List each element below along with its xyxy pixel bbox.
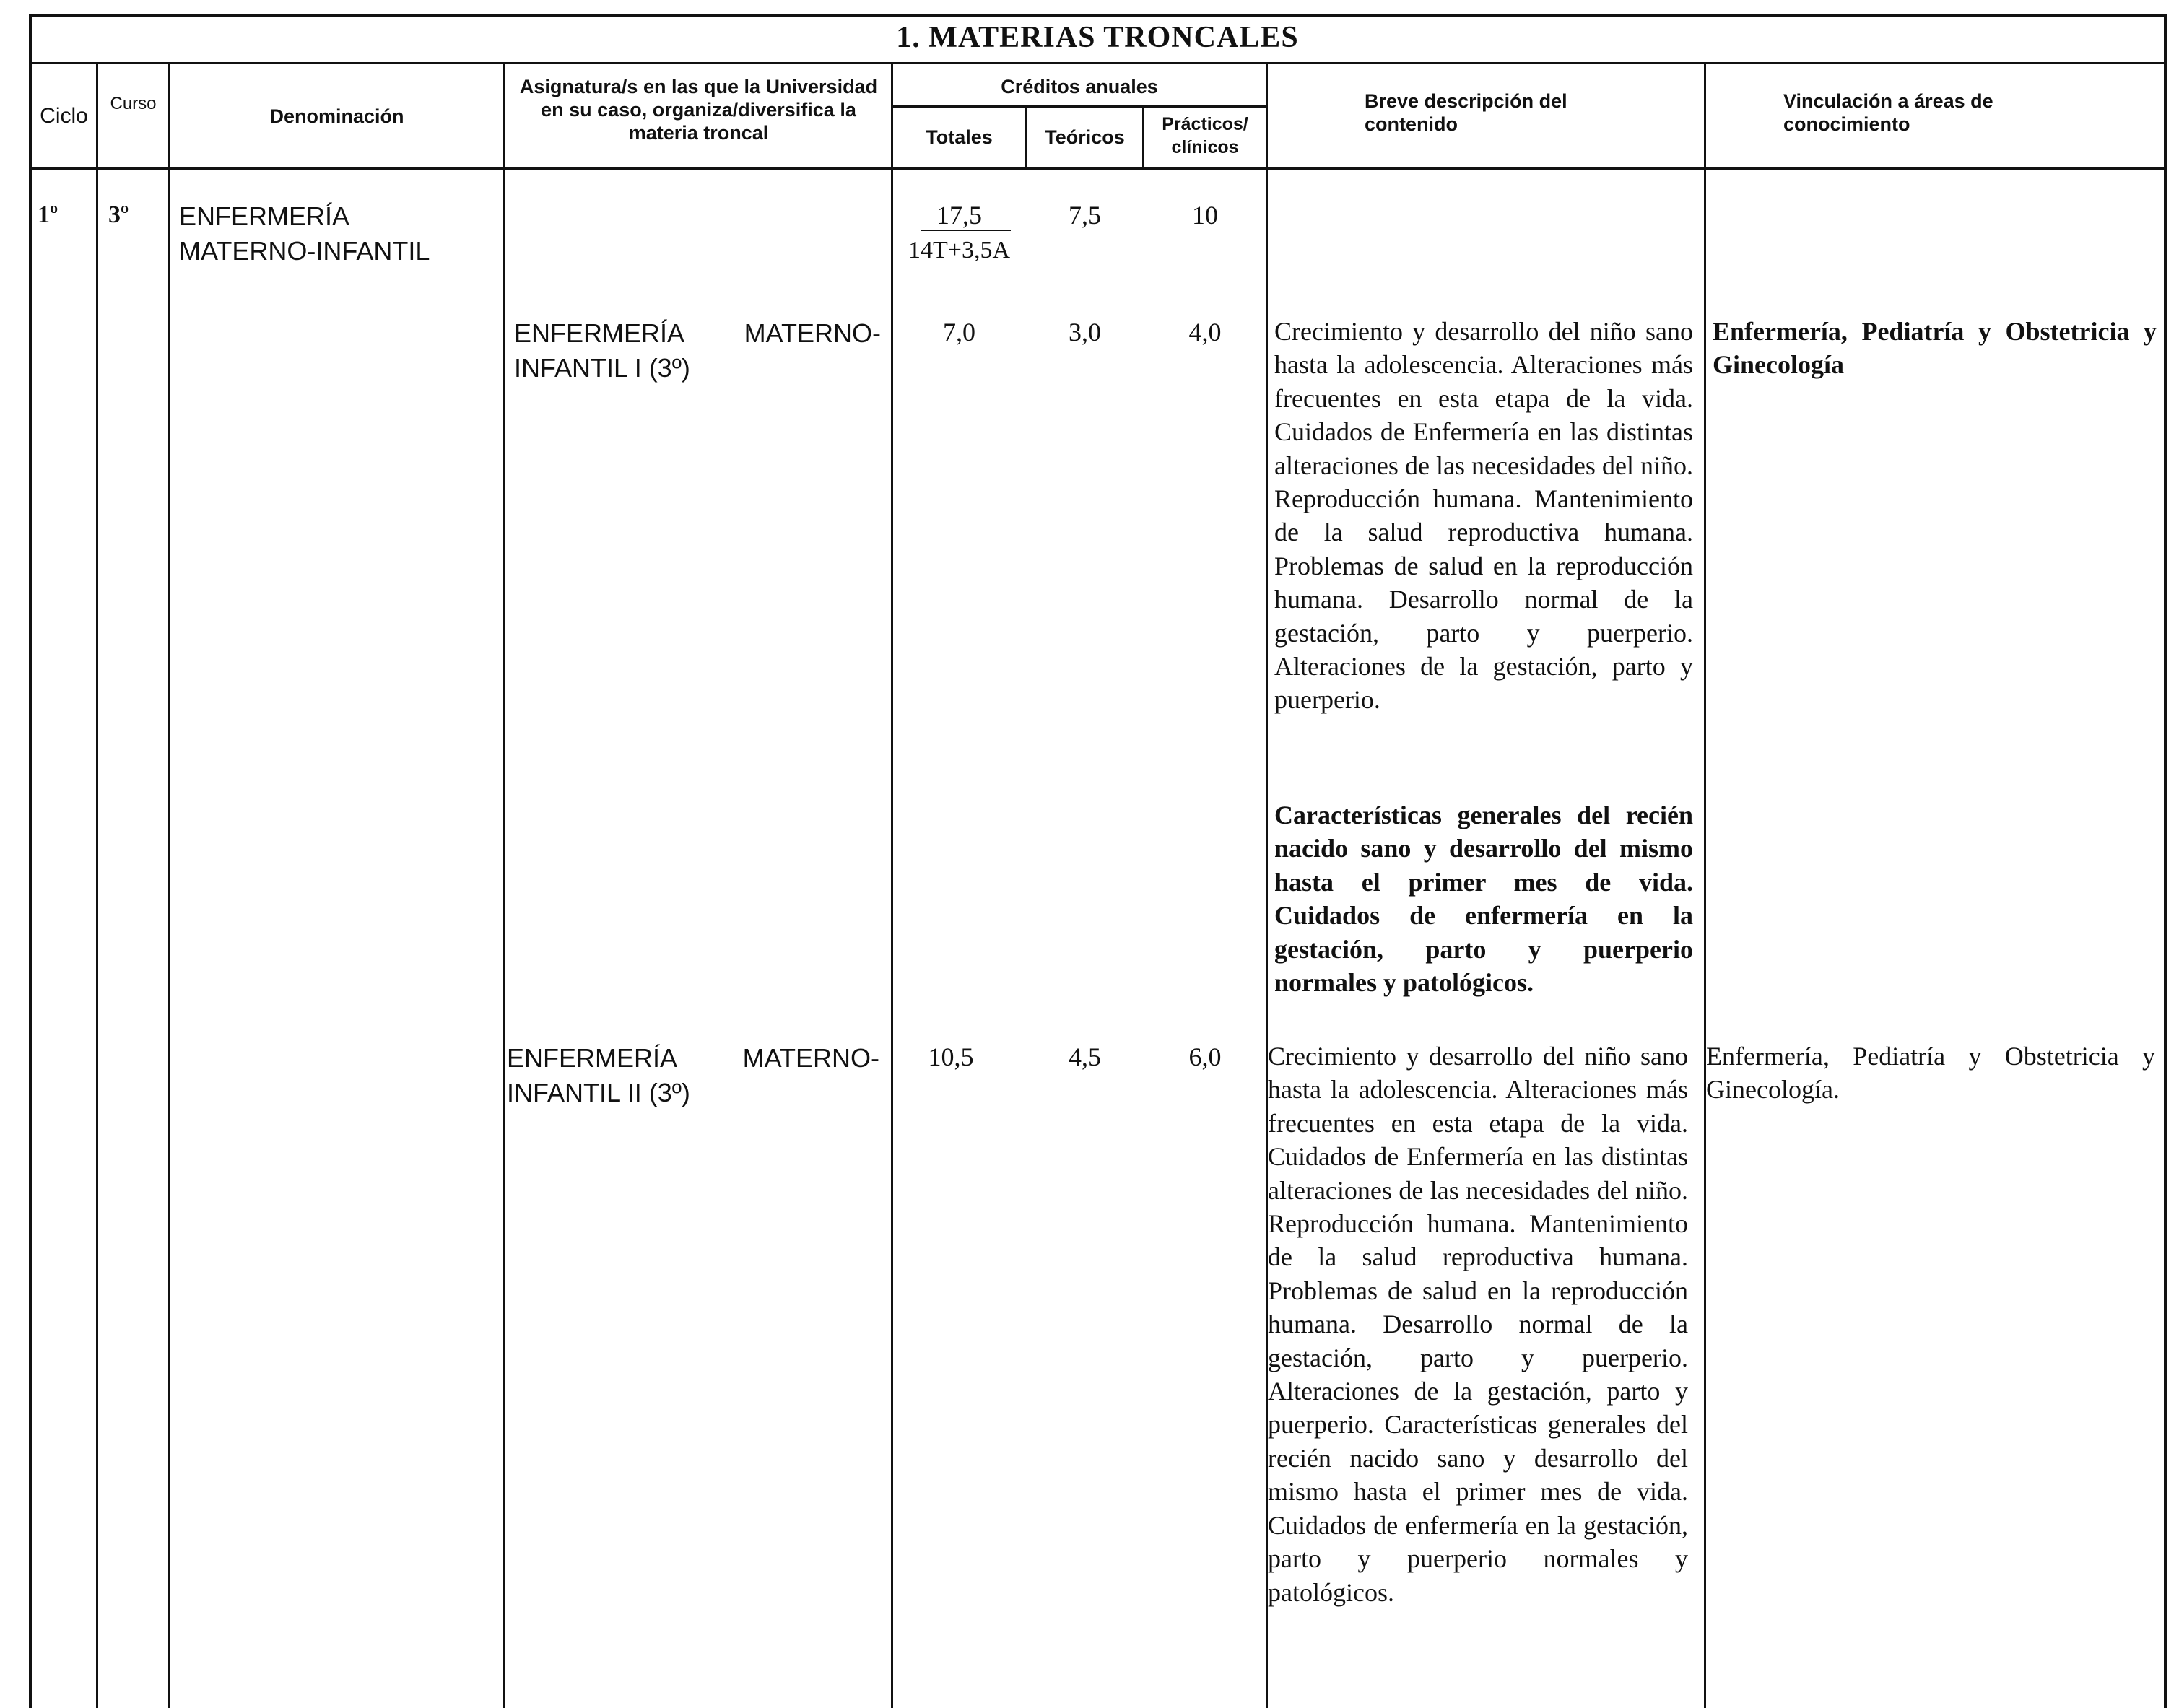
col-border-curso — [168, 62, 170, 1708]
subject-1-asignatura: ENFERMERÍA MATERNO-INFANTIL I (3º) — [514, 318, 881, 383]
row-curso: 3º — [108, 201, 129, 228]
table-top-border — [29, 14, 2166, 17]
header-asignatura: Asignatura/s en las que la Universidad en su caso, organiza/diversifica la materia troncal — [519, 76, 878, 144]
header-bottom-border — [29, 167, 2166, 170]
row-ciclo: 1º — [38, 201, 58, 228]
header-totales: Totales — [926, 126, 993, 148]
col-border-left — [29, 14, 32, 1708]
subject-2-descripcion: Crecimiento y desarrollo del niño sano hasta la adolescencia. Alteraciones más frecuentes en esta etapa de la vida. Cuidados de Enfermería en las distintas alteraciones de las necesidades del niño. Reproducción humana. Mantenimiento de la salud reproductiva humana. Problemas de salud en la reproducción humana. Desarrollo normal de la gestación, parto y puerperio. Alteraciones de la gestación, parto y puerperio. Características generales del recién nacido sano y desarrollo del mismo hasta el primer mes de vida. Cuidados de enfermería en la gestación, parto y puerperio normales y patológicos. — [1268, 1042, 1688, 1607]
header-vinculacion: Vinculación a áreas de conocimiento — [1783, 90, 1993, 135]
subject-1-descripcion: Crecimiento y desarrollo del niño sano hasta la adolescencia. Alteraciones más frecuentes en esta etapa de la vida. Cuidados de Enfermería en las distintas alteraciones de las necesidades del niño. Reproducción humana. Mantenimiento de la salud reproductiva humana. Problemas de salud en la reproducción humana. Desarrollo normal de la gestación, parto y puerperio. Alteraciones de la gestación, parto y puerperio. — [1274, 317, 1693, 715]
header-curso: Curso — [110, 94, 157, 113]
col-border-asignatura — [891, 62, 893, 1708]
subject-2-asignatura: ENFERMERÍA MATERNO-INFANTIL II (3º) — [507, 1043, 879, 1107]
fraction-bar — [921, 230, 1011, 231]
subject-2-teoricos: 4,5 — [1069, 1042, 1101, 1071]
col-border-right — [2164, 14, 2167, 1708]
row-totales-bottom: 14T+3,5A — [908, 237, 1010, 263]
subject-2-vinculacion: Enfermería, Pediatría y Obstetricia y Ginecología. — [1706, 1042, 2155, 1104]
header-denominacion: Denominación — [269, 105, 404, 127]
header-teoricos: Teóricos — [1045, 126, 1125, 148]
title-bottom-border — [29, 62, 2166, 64]
subject-2-totales: 10,5 — [928, 1042, 974, 1071]
header-ciclo: Ciclo — [40, 104, 88, 128]
row-practicos: 10 — [1192, 201, 1218, 230]
row-totales-top: 17,5 — [936, 201, 982, 230]
row-teoricos: 7,5 — [1069, 201, 1101, 230]
col-border-denominacion — [503, 62, 505, 1708]
header-creditos: Créditos anuales — [1001, 76, 1158, 97]
subject-2-practicos: 6,0 — [1188, 1042, 1222, 1071]
subject-1-practicos: 4,0 — [1188, 318, 1222, 347]
subject-1-descripcion-extra: Características generales del recién nacido sano y desarrollo del mismo hasta el primer mes de vida. Cuidados de enfermería en la gestación, parto y puerperio normales y patológicos. — [1274, 801, 1693, 998]
col-border-ciclo — [96, 62, 98, 1708]
creditos-subheader-border — [892, 105, 1267, 108]
col-border-descripcion — [1704, 62, 1706, 1708]
section-title: 1. MATERIAS TRONCALES — [896, 21, 1299, 54]
header-descripcion: Breve descripción del contenido — [1365, 90, 1567, 135]
subject-1-vinculacion: Enfermería, Pediatría y Obstetricia y Ginecología — [1713, 317, 2157, 380]
subject-1-teoricos: 3,0 — [1069, 318, 1101, 347]
row-denominacion: ENFERMERÍA MATERNO-INFANTIL — [179, 201, 430, 266]
header-practicos: Prácticos/ clínicos — [1162, 114, 1248, 157]
subject-1-totales: 7,0 — [943, 318, 975, 347]
